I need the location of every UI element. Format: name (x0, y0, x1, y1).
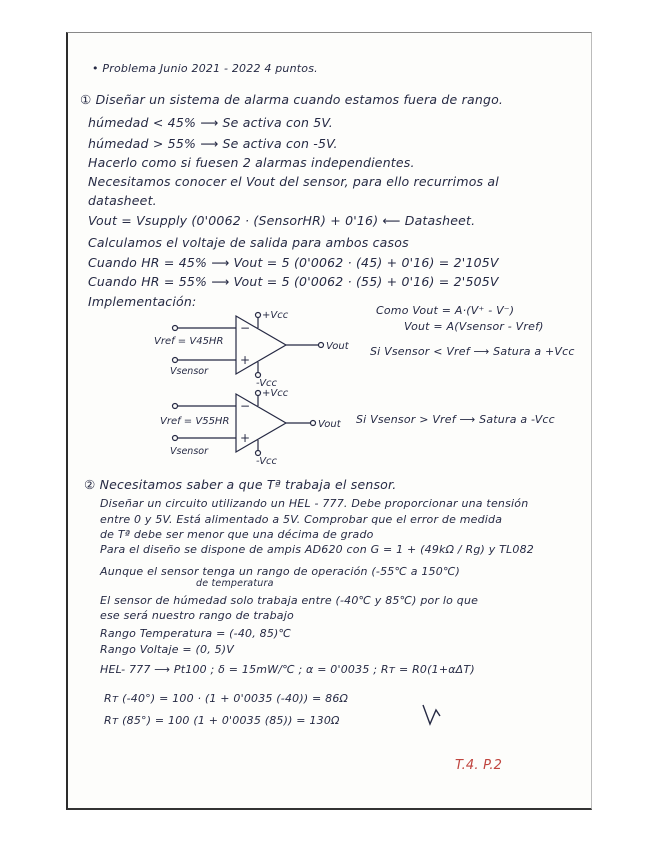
p1-line-2: húmedad < 45% ⟶ Se activa con 5V. (88, 115, 333, 130)
opamp-1-plus-vcc: +Vcc (262, 310, 289, 321)
p1-line-11: Implementación: (88, 294, 197, 309)
problem-title: • Problema Junio 2021 - 2022 4 puntos. (92, 62, 318, 75)
p1-line-5: Necesitamos conocer el Vout del sensor, para ello recurrimos al (88, 174, 499, 189)
opamp-2-plus: + (240, 431, 251, 445)
note-como: Como Vout = A·(V⁺ - V⁻) (376, 304, 515, 317)
opamp-1-vsensor: Vsensor (170, 366, 208, 377)
p2-line-2: Diseñar un circuito utilizando un HEL - 777. Debe proporcionar una tensión (100, 497, 529, 510)
p2-line-4: de Tª debe ser menor que una décima de grado (100, 528, 374, 541)
p1-line-4: Hacerlo como si fuesen 2 alarmas independientes. (88, 155, 415, 170)
note-cond1: Si Vsensor < Vref ⟶ Satura a +Vcc (370, 345, 575, 358)
note-cond2: Si Vsensor > Vref ⟶ Satura a -Vcc (356, 413, 555, 426)
p2-line-14: Rт (85°) = 100 (1 + 0'0035 (85)) = 130Ω (104, 714, 340, 727)
opamp-1-minus-vcc: -Vcc (256, 378, 278, 389)
p2-line-12: HEL- 777 ⟶ Pt100 ; δ = 15mW/℃ ; α = 0'0035 ; Rт = R0(1+αΔT) (100, 663, 475, 676)
opamp-1-vref: Vref = V45HR (154, 336, 224, 347)
p1-line-6: datasheet. (88, 193, 157, 208)
p2-line-3: entre 0 y 5V. Está alimentado a 5V. Comprobar que el error de medida (100, 513, 503, 526)
p1-line-10: Cuando HR = 55% ⟶ Vout = 5 (0'0062 · (55) + 0'16) = 2'505V (88, 274, 499, 289)
page-reference: T.4. P.2 (455, 758, 503, 773)
p2-line-13: Rт (-40°) = 100 · (1 + 0'0035 (-40)) = 86Ω (104, 692, 349, 705)
p2-line-6: Aunque el sensor tenga un rango de operación (-55℃ a 150℃) (100, 565, 460, 578)
opamp-2-minus: − (240, 399, 251, 413)
opamp-1-minus: − (240, 321, 251, 335)
opamp-2-vsensor: Vsensor (170, 446, 208, 457)
opamp-2-plus-vcc: +Vcc (262, 388, 289, 399)
p2-line-9: ese será nuestro rango de trabajo (100, 609, 294, 622)
note-como2: Vout = A(Vsensor - Vref) (404, 320, 544, 333)
opamp-2-vref: Vref = V55HR (160, 416, 230, 427)
p1-line-8: Calculamos el voltaje de salida para ambos casos (88, 235, 409, 250)
p2-line-11: Rango Voltaje = (0, 5)V (100, 643, 235, 656)
p1-line-1: ① Diseñar un sistema de alarma cuando estamos fuera de rango. (80, 92, 504, 107)
p2-line-7: de temperatura (196, 578, 274, 589)
opamp-1-plus: + (240, 353, 251, 367)
p1-line-7: Vout = Vsupply (0'0062 · (SensorHR) + 0'16) ⟵ Datasheet. (88, 213, 476, 228)
p2-line-1: ② Necesitamos saber a que Tª trabaja el sensor. (84, 477, 397, 492)
p2-line-10: Rango Temperatura = (-40, 85)℃ (100, 627, 292, 640)
p1-line-3: húmedad > 55% ⟶ Se activa con -5V. (88, 136, 338, 151)
p1-line-9: Cuando HR = 45% ⟶ Vout = 5 (0'0062 · (45) + 0'16) = 2'105V (88, 255, 499, 270)
opamp-2-vout: Vout (318, 419, 341, 430)
p2-line-8: El sensor de húmedad solo trabaja entre (-40℃ y 85℃) por lo que (100, 594, 479, 607)
opamp-2-minus-vcc: -Vcc (256, 456, 278, 467)
p2-line-5: Para el diseño se dispone de ampis AD620 con G = 1 + (49kΩ / Rg) y TL082 (100, 543, 534, 556)
opamp-1-vout: Vout (326, 341, 349, 352)
